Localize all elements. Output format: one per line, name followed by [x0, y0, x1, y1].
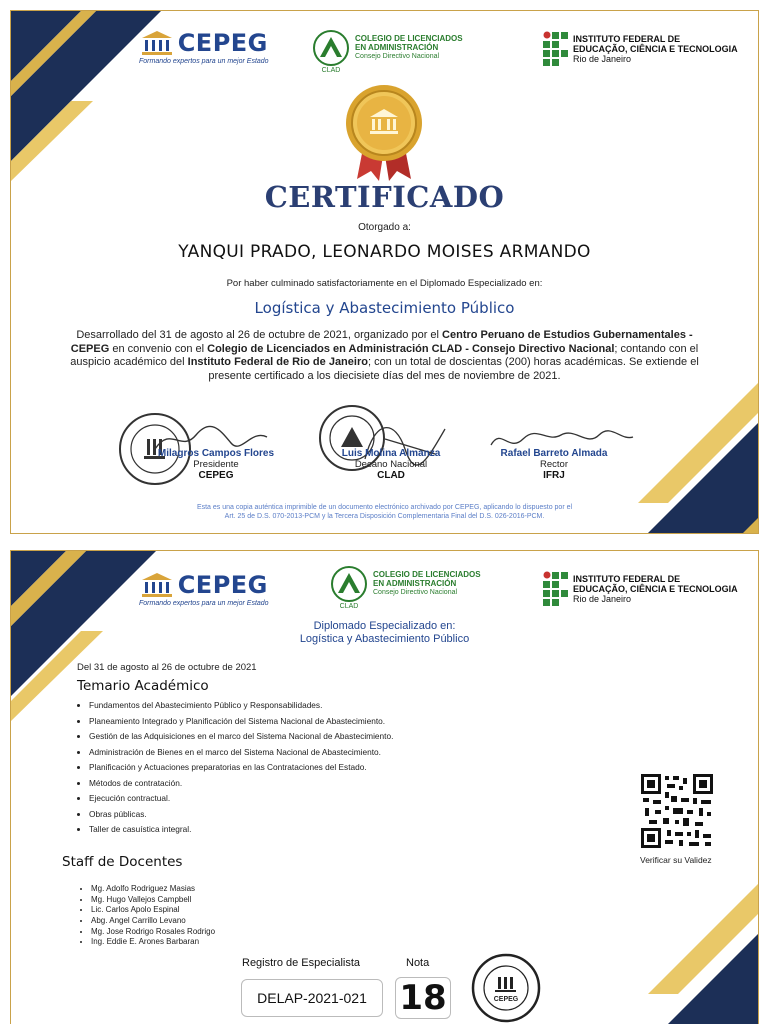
clad-logo	[311, 29, 463, 74]
cepeg-logo	[139, 571, 269, 607]
building-columns-icon	[140, 30, 174, 56]
list-item: • Gestión de las Adquisiciones en el marco del Sistema Nacional de Abastecimiento.	[89, 731, 393, 747]
nota-label: Nota	[406, 957, 430, 969]
list-item: • Mg. Adolfo Rodriguez Masias	[91, 884, 215, 895]
ifrj-logo	[543, 31, 738, 67]
verification-qr-code[interactable]	[641, 774, 713, 853]
body-text-1: Desarrollado del 31 de agosto al 26 de octubre de 2021, organizado por el	[76, 329, 443, 341]
authenticity-note	[131, 503, 638, 521]
clad-name-line1: COLEGIO DE LICENCIADOS	[355, 34, 463, 43]
clad-emblem-icon	[329, 565, 369, 603]
signer-name: Luis Molina Almanza	[341, 448, 441, 459]
body-text-4: ; con un total de doscientas (200) horas académicas. Se extiende el presente certificado a los diecisiete días del mes de noviembre de 2021.	[208, 356, 699, 382]
syllabus-page	[10, 550, 759, 1024]
list-item: • Mg. Jose Rodrigo Rosales Rodrigo	[91, 927, 215, 938]
ifrj-name-line1: INSTITUTO FEDERAL DE	[573, 34, 681, 44]
temario-heading: Temario Académico	[77, 678, 209, 694]
list-item: • Taller de casuística integral.	[89, 824, 393, 840]
cepeg-wordmark: CEPEG	[177, 571, 268, 599]
ifrj-name-line1: INSTITUTO FEDERAL DE	[573, 574, 681, 584]
list-item: • Métodos de contratación.	[89, 778, 393, 794]
body-text-2: en convenio con el	[109, 342, 208, 355]
clad-name-line1: COLEGIO DE LICENCIADOS	[373, 570, 481, 579]
program-heading	[11, 620, 758, 646]
cepeg-wordmark: CEPEG	[177, 29, 268, 57]
program-heading-line2: Logística y Abastecimiento Público	[299, 633, 470, 645]
signer-role: Presidente	[193, 459, 239, 470]
ifrj-name-line2: EDUCAÇÃO, CIÊNCIA E TECNOLOGIA	[573, 584, 738, 594]
ifrj-grid-icon	[543, 571, 569, 607]
signer-name: Milagros Campos Flores	[157, 448, 275, 459]
body-bold-clad: Colegio de Licenciados en Administración CLAD - Consejo Directivo Nacional	[207, 342, 615, 355]
course-dates: Del 31 de agosto al 26 de octubre de 2021	[77, 662, 257, 673]
gold-medal-icon	[343, 83, 425, 188]
clad-caption: CLAD	[321, 67, 341, 74]
list-item: • Ing. Eddie E. Arones Barbaran	[91, 937, 215, 948]
list-item: • Lic. Carlos Apolo Espinal	[91, 905, 215, 916]
ifrj-name-line3: Rio de Janeiro	[573, 594, 632, 604]
topics-list	[89, 700, 393, 840]
list-item: • Mg. Hugo Vallejos Campbell	[91, 895, 215, 906]
list-item: • Obras públicas.	[89, 809, 393, 825]
completion-statement: Por haber culminado satisfactoriamente en el Diplomado Especializado en:	[226, 278, 543, 289]
signer-role: Rector	[540, 459, 568, 470]
decorative-stripes-bottom-right	[628, 383, 758, 533]
building-columns-icon	[140, 572, 174, 598]
verify-validity-link[interactable]: Verificar su Validez	[640, 855, 712, 865]
clad-name-line2: EN ADMINISTRACIÓN	[373, 579, 457, 588]
awarded-to-label: Otorgado a:	[358, 222, 411, 233]
list-item: • Planificación y Actuaciones preparatorias en las Contrataciones del Estado.	[89, 762, 393, 778]
staff-heading: Staff de Docentes	[62, 854, 183, 870]
signer-org: CLAD	[377, 470, 405, 481]
registro-value-box: DELAP-2021-021	[241, 979, 383, 1017]
clad-logo	[329, 565, 481, 610]
list-item: • Administración de Bienes en el marco del Sistema Nacional de Abastecimiento.	[89, 747, 393, 763]
list-item: • Ejecución contractual.	[89, 793, 393, 809]
signer-org: IFRJ	[543, 470, 565, 481]
cepeg-tagline: Formando expertos para un mejor Estado	[139, 600, 269, 607]
cepeg-tagline: Formando expertos para un mejor Estado	[139, 58, 269, 65]
ifrj-name-line3: Rio de Janeiro	[573, 54, 632, 64]
staff-list	[91, 884, 215, 948]
decorative-stripes-bottom-right	[648, 884, 758, 1024]
ifrj-logo	[543, 571, 738, 607]
certificate-title: CERTIFICADO	[264, 180, 505, 214]
cepeg-seal	[471, 953, 541, 1024]
certificate-page	[10, 10, 759, 534]
list-item: • Planeamiento Integrado y Planificación del Sistema Nacional de Abastecimiento.	[89, 716, 393, 732]
nota-value-box: 18	[395, 977, 451, 1019]
certificate-body	[66, 329, 703, 383]
signature-block-rector	[479, 448, 629, 481]
clad-name-line3: Consejo Directivo Nacional	[355, 53, 440, 60]
signer-name: Rafael Barreto Almada	[500, 448, 608, 459]
body-bold-cepeg: Centro Peruano de Estudios Gubernamentales - CEPEG	[70, 329, 693, 355]
signature-block-president	[141, 448, 291, 481]
body-bold-ifrj: Instituto Federal de Rio de Janeiro	[187, 356, 368, 368]
signer-org: CEPEG	[198, 470, 234, 481]
authenticity-note-line2: Art. 25 de D.S. 070-2013-PCM y la Tercera Disposición Complementaria Final del D.S. 026-2016-PCM.	[224, 513, 545, 520]
clad-name-line3: Consejo Directivo Nacional	[373, 589, 458, 596]
registro-label: Registro de Especialista	[242, 957, 361, 969]
signer-role: Decano Nacional	[354, 459, 428, 470]
clad-name-line2: EN ADMINISTRACIÓN	[355, 43, 439, 52]
seal-label: CEPEG	[493, 996, 519, 1003]
program-heading-line1: Diplomado Especializado en:	[313, 620, 456, 632]
program-title: Logística y Abastecimiento Público	[254, 299, 515, 317]
list-item: • Abg. Angel Carrillo Levano	[91, 916, 215, 927]
ifrj-grid-icon	[543, 31, 569, 67]
recipient-name: YANQUI PRADO, LEONARDO MOISES ARMANDO	[178, 242, 591, 262]
body-text-3: ; contando con el auspicio académico del	[70, 342, 699, 368]
ifrj-name-line2: EDUCAÇÃO, CIÊNCIA E TECNOLOGIA	[573, 44, 738, 54]
signature-block-dean	[321, 448, 461, 481]
authenticity-note-line1: Esta es una copia auténtica imprimible de un documento electrónico archivado por CEPEG, aplicando lo dispuesto por el	[196, 504, 573, 511]
cepeg-logo	[139, 29, 269, 65]
list-item: • Fundamentos del Abastecimiento Público y Responsabilidades.	[89, 700, 393, 716]
clad-emblem-icon	[311, 29, 351, 67]
clad-caption: CLAD	[339, 603, 359, 610]
